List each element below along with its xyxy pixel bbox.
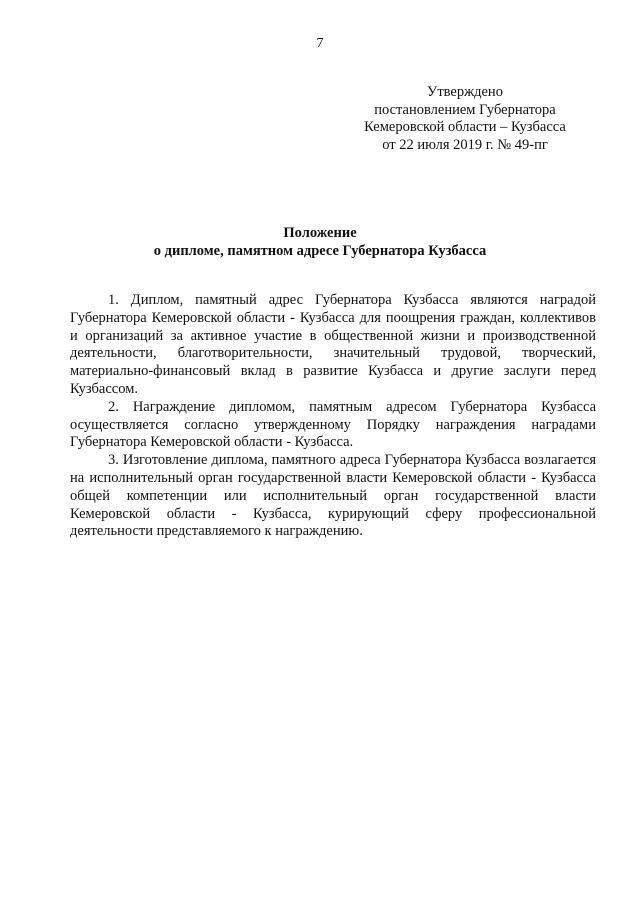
approval-line-region: Кемеровской области – Кузбасса <box>364 119 566 135</box>
title-line-2: о дипломе, памятном адресе Губернатора Кузбасса <box>153 243 487 259</box>
approval-line-approved: Утверждено <box>427 84 503 100</box>
page-number: 7 <box>316 36 324 51</box>
document-title <box>0 224 640 260</box>
paragraph-2: 2. Награждение дипломом, памятным адресом Губернатора Кузбасса осуществляется согласно утвержденному Порядку награждения наградами Губернатора Кемеровской области - Кузбасса. <box>70 398 596 451</box>
document-body <box>70 292 596 541</box>
title-line-1: Положение <box>283 225 357 241</box>
paragraph-1: 1. Диплом, памятный адрес Губернатора Кузбасса являются наградой Губернатора Кемеровской области - Кузбасса для поощрения граждан, коллективов и организаций за активное участие в общественной жизни и производственной деятельности, благотворительности, значительный трудовой, творческий, материально-финансовый вклад в развитие Кузбасса и другие заслуги перед Кузбассом. <box>70 292 596 397</box>
approval-block <box>355 84 575 154</box>
approval-line-date: от 22 июля 2019 г. № 49-пг <box>382 136 548 153</box>
approval-line-decree: постановлением Губернатора <box>374 101 556 118</box>
paragraph-3: 3. Изготовление диплома, памятного адреса Губернатора Кузбасса возлагается на исполнительный орган государственной власти Кемеровской области - Кузбасса общей компетенции или исполнительный орган государственной власти Кемеровской области - Кузбасса, курирующий сферу профессиональной деятельности представляемого к награждению. <box>70 452 596 540</box>
